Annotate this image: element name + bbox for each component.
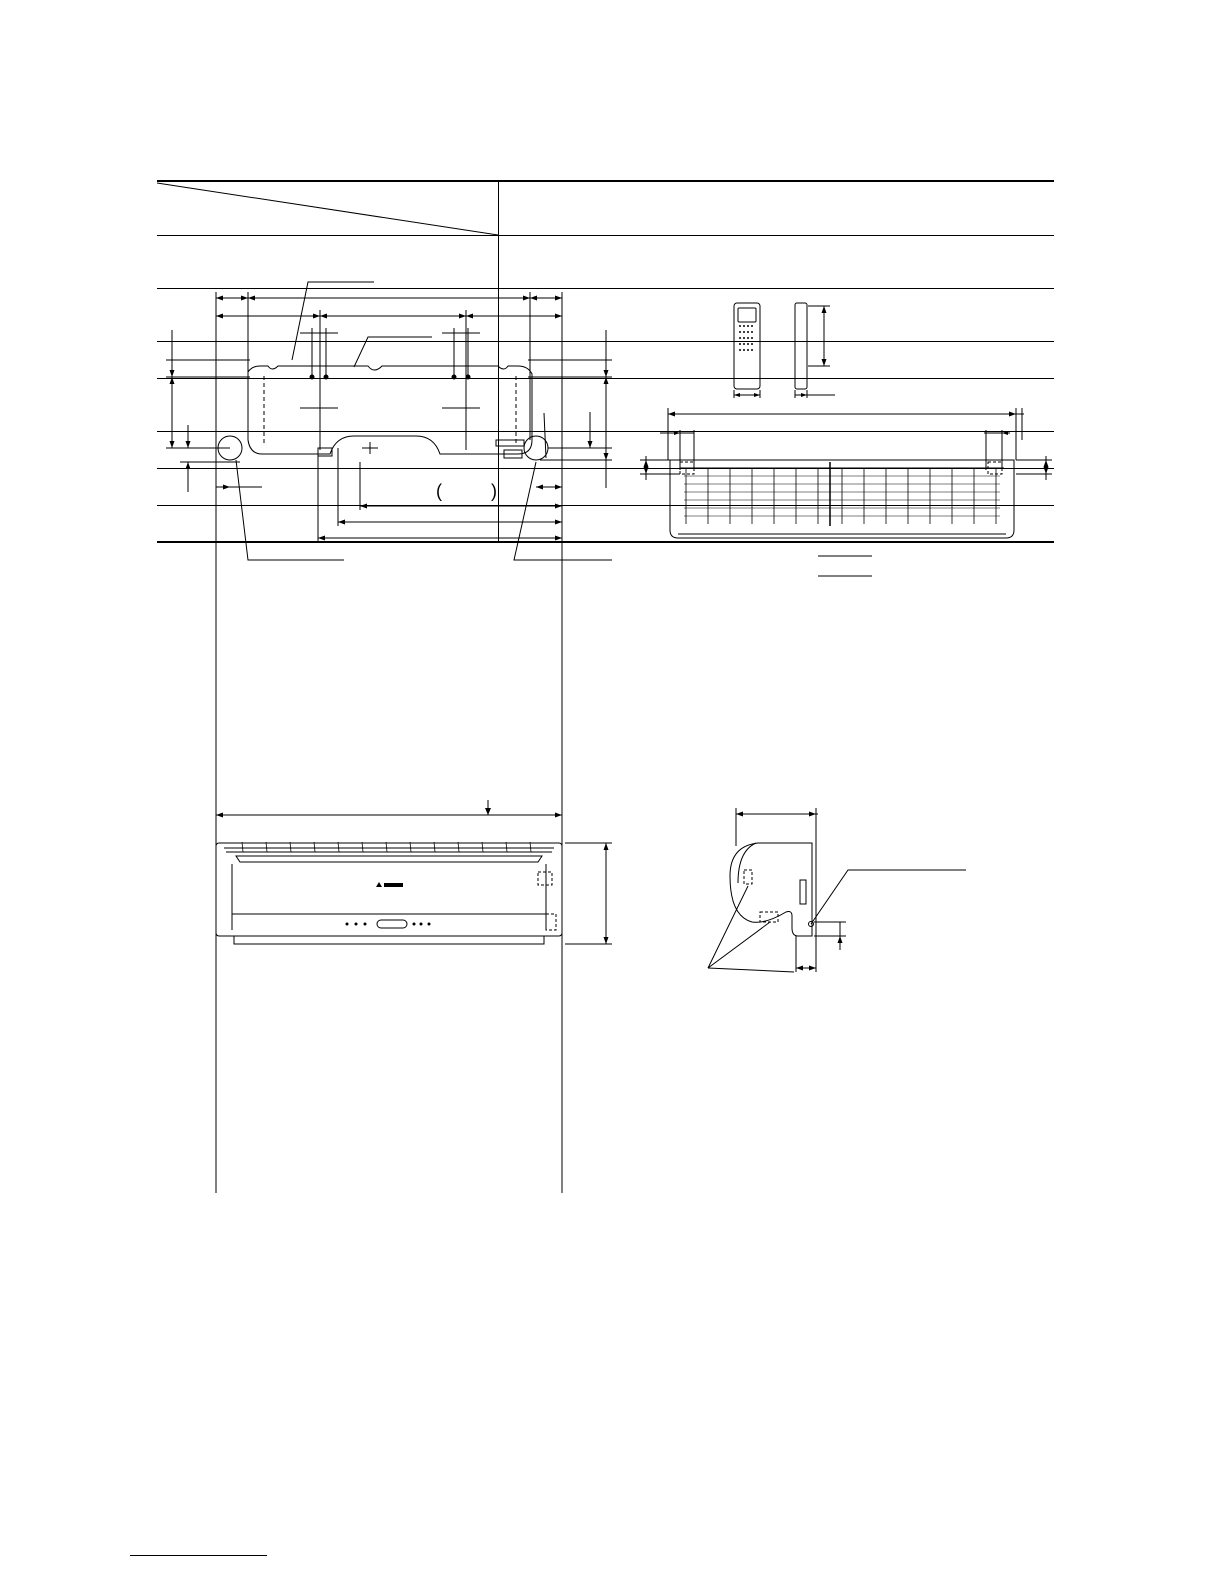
bracket-open: ( <box>436 481 442 501</box>
remote-controller <box>734 303 835 398</box>
display-window <box>377 920 407 928</box>
leader-line <box>354 337 432 367</box>
bottom-view <box>640 408 1052 576</box>
remote-side <box>795 303 807 389</box>
bracket-close: ) <box>491 481 497 501</box>
front-view <box>216 800 612 944</box>
leader-line <box>514 462 612 560</box>
installation-plate-view <box>166 282 612 1193</box>
leader-line <box>236 460 344 560</box>
installation-plate-outline <box>248 366 532 454</box>
leader-line <box>811 870 966 924</box>
brand-logo <box>376 882 403 887</box>
indoor-unit-front <box>216 843 562 936</box>
right-wall-hole <box>524 436 548 460</box>
side-view <box>708 808 966 972</box>
leader-line <box>292 282 374 360</box>
footnote-rule <box>130 1555 267 1556</box>
